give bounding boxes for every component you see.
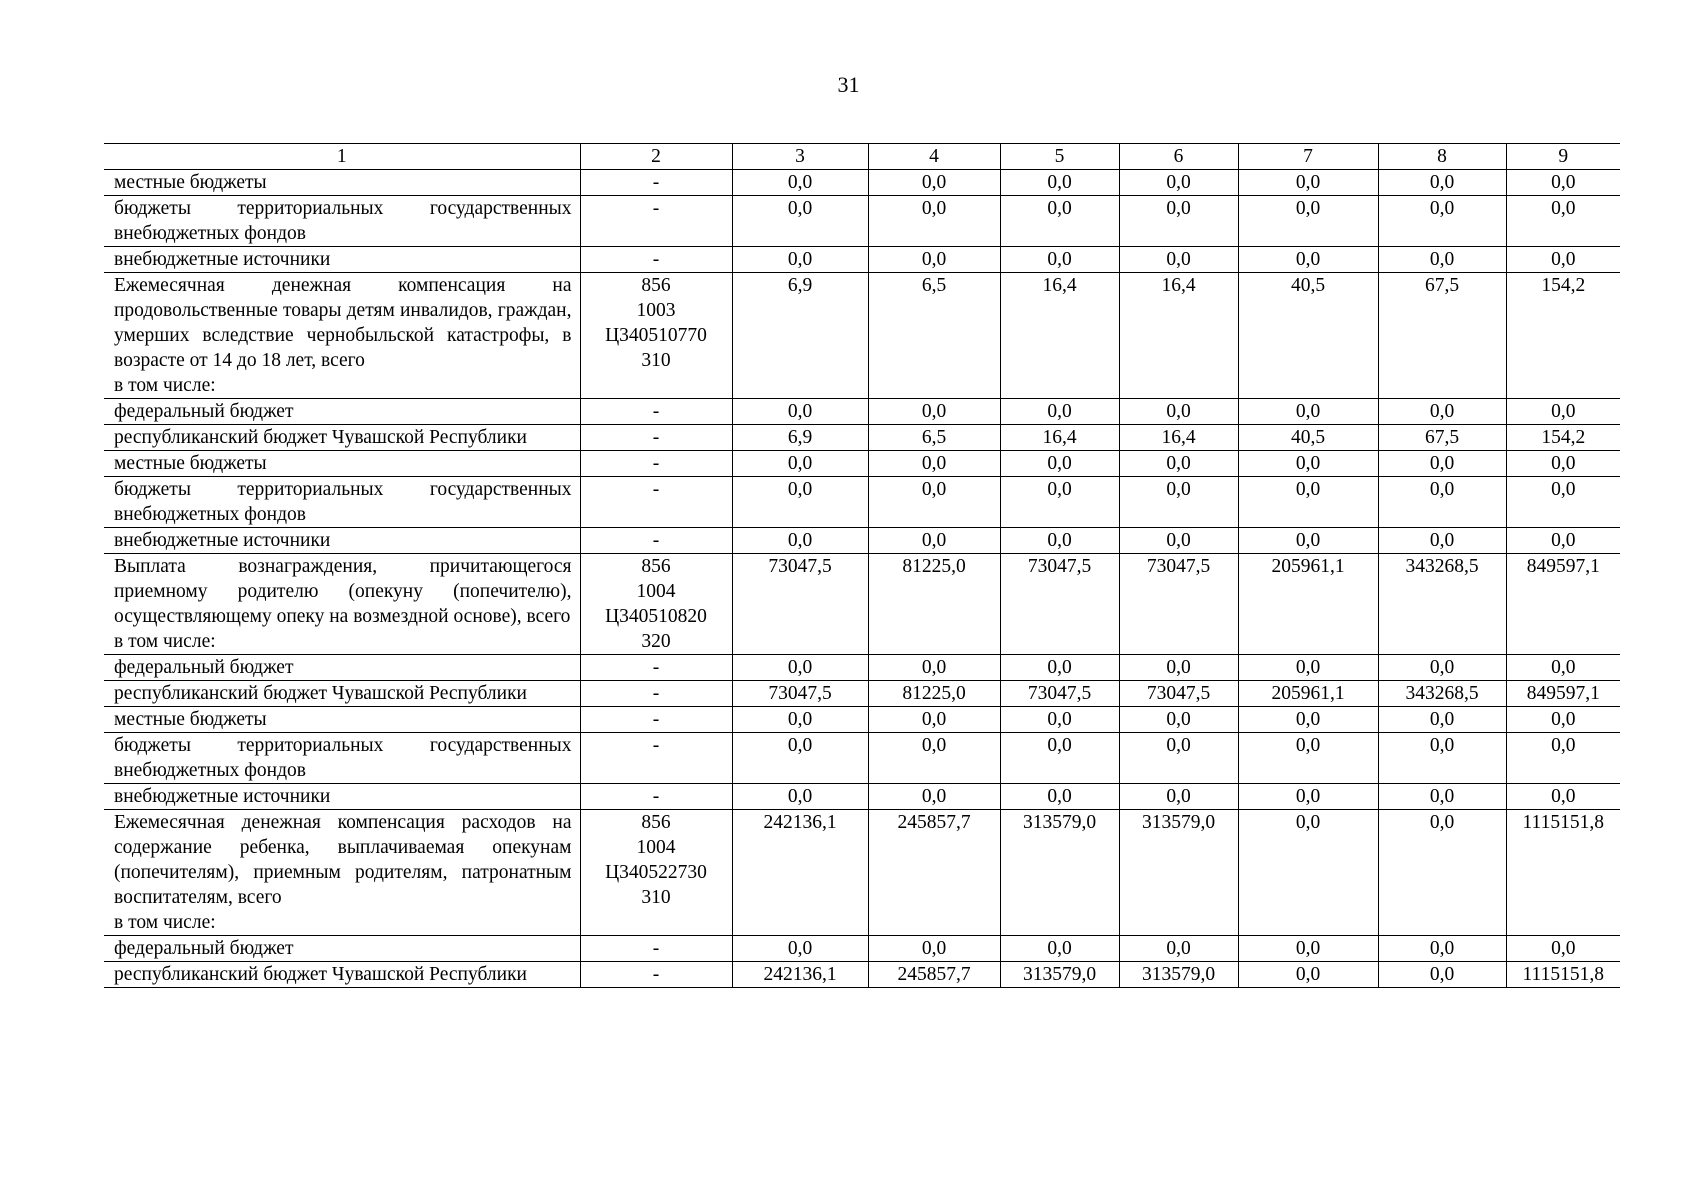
amount-cell: 0,0 [1119, 707, 1238, 733]
amount-cell: 205961,1 [1238, 554, 1378, 655]
row-description-text: республиканский бюджет Чувашской Республики [114, 427, 527, 448]
amount-cell: 313579,0 [1000, 810, 1119, 936]
table-row [104, 170, 1620, 196]
amount-cell: 0,0 [1238, 936, 1378, 962]
amount-cell: 0,0 [1238, 451, 1378, 477]
amount-cell: 0,0 [1238, 707, 1378, 733]
amount-cell: 242136,1 [732, 962, 868, 988]
amount-cell: 0,0 [732, 528, 868, 554]
row-description [104, 273, 580, 399]
budget-code: - [580, 784, 732, 810]
row-description-text: бюджеты территориальных государственных внебюджетных фондов [114, 198, 572, 244]
table-row [104, 477, 1620, 528]
amount-cell: 0,0 [1000, 477, 1119, 528]
amount-cell: 0,0 [1119, 528, 1238, 554]
row-description-subtext: в том числе: [114, 375, 216, 396]
amount-cell: 313579,0 [1119, 810, 1238, 936]
budget-code: - [580, 451, 732, 477]
amount-cell: 0,0 [1506, 655, 1620, 681]
table-row [104, 962, 1620, 988]
amount-cell: 0,0 [732, 477, 868, 528]
budget-code: - [580, 247, 732, 273]
amount-cell: 0,0 [868, 170, 1000, 196]
amount-cell: 73047,5 [1119, 554, 1238, 655]
amount-cell: 0,0 [1238, 784, 1378, 810]
amount-cell: 343268,5 [1378, 681, 1506, 707]
amount-cell: 0,0 [1000, 399, 1119, 425]
amount-cell: 0,0 [732, 733, 868, 784]
amount-cell: 6,5 [868, 273, 1000, 399]
amount-cell: 0,0 [1506, 784, 1620, 810]
amount-cell: 0,0 [868, 528, 1000, 554]
amount-cell: 0,0 [1378, 962, 1506, 988]
amount-cell: 16,4 [1119, 425, 1238, 451]
amount-cell: 6,9 [732, 273, 868, 399]
amount-cell: 0,0 [1119, 477, 1238, 528]
column-number: 2 [580, 144, 732, 170]
amount-cell: 245857,7 [868, 810, 1000, 936]
amount-cell: 6,9 [732, 425, 868, 451]
amount-cell: 0,0 [1506, 936, 1620, 962]
amount-cell: 154,2 [1506, 425, 1620, 451]
budget-code: - [580, 196, 732, 247]
table-row [104, 733, 1620, 784]
amount-cell: 0,0 [1238, 399, 1378, 425]
column-number: 1 [104, 144, 580, 170]
amount-cell: 81225,0 [868, 681, 1000, 707]
row-description-text: бюджеты территориальных государственных внебюджетных фондов [114, 479, 572, 525]
row-description-text: местные бюджеты [114, 172, 267, 193]
row-description [104, 655, 580, 681]
amount-cell: 0,0 [1378, 936, 1506, 962]
amount-cell: 0,0 [1238, 655, 1378, 681]
amount-cell: 6,5 [868, 425, 1000, 451]
column-number: 4 [868, 144, 1000, 170]
row-description [104, 425, 580, 451]
amount-cell: 0,0 [1000, 707, 1119, 733]
row-description [104, 477, 580, 528]
amount-cell: 0,0 [1378, 784, 1506, 810]
row-description-text: федеральный бюджет [114, 657, 294, 678]
amount-cell: 0,0 [1000, 451, 1119, 477]
amount-cell: 313579,0 [1000, 962, 1119, 988]
amount-cell: 0,0 [868, 451, 1000, 477]
table-row [104, 451, 1620, 477]
amount-cell: 0,0 [1378, 655, 1506, 681]
amount-cell: 0,0 [732, 936, 868, 962]
amount-cell: 0,0 [732, 784, 868, 810]
amount-cell: 0,0 [1506, 247, 1620, 273]
amount-cell: 0,0 [1238, 170, 1378, 196]
table-row [104, 681, 1620, 707]
table-row [104, 810, 1620, 936]
column-number: 5 [1000, 144, 1119, 170]
amount-cell: 0,0 [1506, 451, 1620, 477]
budget-code: - [580, 528, 732, 554]
amount-cell: 0,0 [1119, 655, 1238, 681]
amount-cell: 0,0 [732, 247, 868, 273]
amount-cell: 40,5 [1238, 273, 1378, 399]
row-description-text: республиканский бюджет Чувашской Республики [114, 964, 527, 985]
amount-cell: 0,0 [1378, 399, 1506, 425]
amount-cell: 0,0 [868, 936, 1000, 962]
amount-cell: 0,0 [1238, 962, 1378, 988]
row-description [104, 784, 580, 810]
row-description [104, 170, 580, 196]
amount-cell: 0,0 [1506, 528, 1620, 554]
column-number-row [104, 144, 1620, 170]
amount-cell: 0,0 [1378, 528, 1506, 554]
amount-cell: 242136,1 [732, 810, 868, 936]
row-description-text: Ежемесячная денежная компенсация на продовольственные товары детям инвалидов, граждан, умерших вследствие чернобыльской катастрофы, в возрасте от 14 до 18 лет, всего [114, 275, 572, 371]
amount-cell: 0,0 [1506, 399, 1620, 425]
amount-cell: 0,0 [1119, 451, 1238, 477]
amount-cell: 1115151,8 [1506, 810, 1620, 936]
amount-cell: 40,5 [1238, 425, 1378, 451]
amount-cell: 0,0 [1119, 784, 1238, 810]
row-description-text: республиканский бюджет Чувашской Республики [114, 683, 527, 704]
amount-cell: 0,0 [1238, 247, 1378, 273]
budget-code: - [580, 962, 732, 988]
table-row [104, 247, 1620, 273]
page-number: 31 [837, 72, 860, 97]
budget-code: 856 1004 Ц340510820 320 [580, 554, 732, 655]
table-row [104, 554, 1620, 655]
amount-cell: 0,0 [1506, 196, 1620, 247]
amount-cell: 0,0 [868, 707, 1000, 733]
amount-cell: 154,2 [1506, 273, 1620, 399]
row-description [104, 707, 580, 733]
amount-cell: 73047,5 [1000, 681, 1119, 707]
row-description-text: бюджеты территориальных государственных внебюджетных фондов [114, 735, 572, 781]
amount-cell: 0,0 [1000, 528, 1119, 554]
table-row [104, 425, 1620, 451]
row-description [104, 962, 580, 988]
amount-cell: 0,0 [1378, 810, 1506, 936]
amount-cell: 245857,7 [868, 962, 1000, 988]
column-number: 9 [1506, 144, 1620, 170]
amount-cell: 0,0 [1000, 247, 1119, 273]
amount-cell: 16,4 [1000, 273, 1119, 399]
amount-cell: 0,0 [1238, 733, 1378, 784]
row-description [104, 810, 580, 936]
amount-cell: 343268,5 [1378, 554, 1506, 655]
amount-cell: 0,0 [868, 399, 1000, 425]
row-description-subtext: в том числе: [114, 631, 216, 652]
row-description-text: местные бюджеты [114, 709, 267, 730]
amount-cell: 0,0 [868, 733, 1000, 784]
row-description [104, 681, 580, 707]
table-row [104, 196, 1620, 247]
row-description-text: внебюджетные источники [114, 786, 331, 807]
budget-code: - [580, 170, 732, 196]
row-description [104, 554, 580, 655]
amount-cell: 849597,1 [1506, 554, 1620, 655]
amount-cell: 16,4 [1000, 425, 1119, 451]
table-row [104, 784, 1620, 810]
column-number: 3 [732, 144, 868, 170]
amount-cell: 0,0 [868, 655, 1000, 681]
amount-cell: 0,0 [732, 707, 868, 733]
row-description-text: внебюджетные источники [114, 249, 331, 270]
table-row [104, 273, 1620, 399]
table-row [104, 528, 1620, 554]
amount-cell: 1115151,8 [1506, 962, 1620, 988]
row-description-text: федеральный бюджет [114, 401, 294, 422]
amount-cell: 0,0 [1119, 936, 1238, 962]
budget-code: - [580, 936, 732, 962]
row-description [104, 528, 580, 554]
amount-cell: 205961,1 [1238, 681, 1378, 707]
amount-cell: 0,0 [1378, 477, 1506, 528]
budget-code: - [580, 655, 732, 681]
column-number: 8 [1378, 144, 1506, 170]
amount-cell: 0,0 [1506, 477, 1620, 528]
row-description [104, 196, 580, 247]
amount-cell: 73047,5 [1000, 554, 1119, 655]
budget-code: - [580, 477, 732, 528]
amount-cell: 67,5 [1378, 273, 1506, 399]
amount-cell: 0,0 [1378, 247, 1506, 273]
amount-cell: 0,0 [1000, 936, 1119, 962]
amount-cell: 0,0 [868, 784, 1000, 810]
amount-cell: 0,0 [1506, 707, 1620, 733]
amount-cell: 0,0 [732, 399, 868, 425]
amount-cell: 313579,0 [1119, 962, 1238, 988]
column-number: 7 [1238, 144, 1378, 170]
amount-cell: 0,0 [1378, 733, 1506, 784]
amount-cell: 0,0 [1378, 196, 1506, 247]
row-description-text: Выплата вознаграждения, причитающегося приемному родителю (опекуну (попечителю), осуществляющему опеку на возмездной основе), всего [114, 556, 572, 627]
amount-cell: 0,0 [1000, 196, 1119, 247]
amount-cell: 73047,5 [732, 681, 868, 707]
budget-code: - [580, 733, 732, 784]
row-description-subtext: в том числе: [114, 912, 216, 933]
amount-cell: 0,0 [1119, 170, 1238, 196]
budget-code: - [580, 707, 732, 733]
amount-cell: 0,0 [732, 196, 868, 247]
row-description [104, 399, 580, 425]
row-description [104, 733, 580, 784]
amount-cell: 0,0 [732, 451, 868, 477]
amount-cell: 0,0 [1238, 196, 1378, 247]
budget-code: 856 1004 Ц340522730 310 [580, 810, 732, 936]
amount-cell: 0,0 [732, 170, 868, 196]
row-description-text: внебюджетные источники [114, 530, 331, 551]
table-row [104, 936, 1620, 962]
amount-cell: 0,0 [1378, 170, 1506, 196]
budget-code: - [580, 425, 732, 451]
amount-cell: 0,0 [1378, 707, 1506, 733]
budget-code: 856 1003 Ц340510770 310 [580, 273, 732, 399]
row-description-text: федеральный бюджет [114, 938, 294, 959]
amount-cell: 81225,0 [868, 554, 1000, 655]
amount-cell: 0,0 [868, 196, 1000, 247]
amount-cell: 67,5 [1378, 425, 1506, 451]
amount-cell: 0,0 [1000, 784, 1119, 810]
amount-cell: 0,0 [1238, 528, 1378, 554]
amount-cell: 0,0 [732, 655, 868, 681]
table-row [104, 707, 1620, 733]
amount-cell: 0,0 [868, 247, 1000, 273]
amount-cell: 0,0 [1506, 170, 1620, 196]
amount-cell: 16,4 [1119, 273, 1238, 399]
column-number: 6 [1119, 144, 1238, 170]
amount-cell: 0,0 [1000, 655, 1119, 681]
amount-cell: 0,0 [1378, 451, 1506, 477]
amount-cell: 73047,5 [1119, 681, 1238, 707]
row-description-text: местные бюджеты [114, 453, 267, 474]
amount-cell: 0,0 [1506, 733, 1620, 784]
budget-code: - [580, 399, 732, 425]
row-description [104, 451, 580, 477]
table-row [104, 655, 1620, 681]
budget-code: - [580, 681, 732, 707]
amount-cell: 0,0 [1238, 477, 1378, 528]
row-description-text: Ежемесячная денежная компенсация расходов на содержание ребенка, выплачиваемая опекунам (попечителям), приемным родителям, патронатным воспитателям, всего [114, 812, 572, 908]
row-description [104, 247, 580, 273]
amount-cell: 73047,5 [732, 554, 868, 655]
amount-cell: 0,0 [1119, 196, 1238, 247]
amount-cell: 0,0 [1000, 170, 1119, 196]
row-description [104, 936, 580, 962]
amount-cell: 849597,1 [1506, 681, 1620, 707]
amount-cell: 0,0 [1119, 247, 1238, 273]
budget-table [104, 143, 1620, 988]
amount-cell: 0,0 [1000, 733, 1119, 784]
amount-cell: 0,0 [1238, 810, 1378, 936]
table-row [104, 399, 1620, 425]
amount-cell: 0,0 [868, 477, 1000, 528]
amount-cell: 0,0 [1119, 399, 1238, 425]
amount-cell: 0,0 [1119, 733, 1238, 784]
